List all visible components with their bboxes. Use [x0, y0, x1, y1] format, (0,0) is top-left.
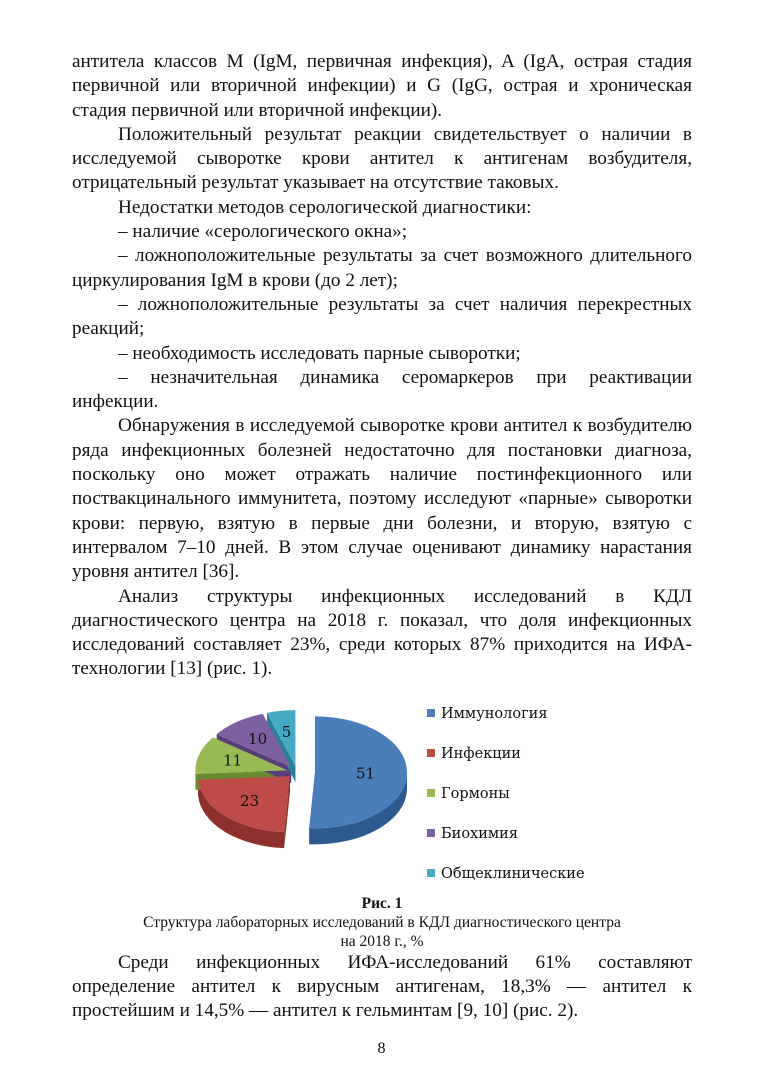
legend-swatch — [427, 829, 435, 837]
list-item: – наличие «серологического окна»; — [118, 221, 408, 243]
pie-data-label: 5 — [281, 722, 292, 741]
pie-data-label: 11 — [223, 751, 243, 770]
paragraph-drawbacks-heading: Недостатки методов серологической диагностики: — [118, 196, 532, 218]
pie-chart-figure — [72, 694, 692, 894]
paragraph-analysis: Анализ структуры инфекционных исследований в КДЛ диагностического центра на 2018 г. показал, что доля инфекционных исследований составляет 23%, среди которых 87% приходится на ИФА-технологии [13] (рис. 1). — [72, 585, 692, 680]
legend-entry: Биохимия — [441, 825, 518, 842]
list-item: – ложноположительные результаты за счет возможного длительного циркулирования IgM в крови (до 2 лет); — [72, 245, 692, 291]
pie-data-label: 23 — [240, 791, 260, 810]
legend-entry: Гормоны — [441, 785, 510, 802]
pie-chart — [72, 694, 692, 894]
document-page — [72, 50, 692, 1024]
legend-swatch — [427, 789, 435, 797]
pie-data-label: 10 — [248, 729, 268, 748]
figure-caption-line2: на 2018 г., % — [340, 932, 424, 950]
list-item: – необходимость исследовать парные сыворотки; — [118, 342, 521, 364]
legend-swatch — [427, 749, 435, 757]
legend-swatch — [427, 869, 435, 877]
paragraph-ifa-structure: Среди инфекционных ИФА-исследований 61% составляют определение антител к вирусным антигенам, 18,3% — антител к простейшим и 14,5% — антител к гельминтам [9, 10] (рис. 2). — [72, 951, 692, 1022]
figure-caption-line1: Структура лабораторных исследований в КДЛ диагностического центра — [143, 913, 621, 931]
list-item: – незначительная динамика серомаркеров при реактивации инфекции. — [72, 366, 692, 413]
legend-entry: Общеклинические — [441, 865, 585, 882]
legend-entry: Инфекции — [441, 745, 521, 762]
page-number: 8 — [377, 1040, 386, 1057]
paragraph-paired-sera: Обнаружения в исследуемой сыворотке крови антител к возбудителю ряда инфекционных болезней недостаточно для постановки диагноза, поскольку оно может отражать наличие постинфекционного или поствакцинального иммунитета, поэтому исследуют «парные» сыворотки крови: первую, взятую в первые дни болезни, и вторую, взятую с интервалом 7–10 дней. В этом случае оценивают динамику нарастания уровня антител [36]. — [72, 415, 692, 583]
paragraph-positive-result: Положительный результат реакции свидетельствует о наличии в исследуемой сыворотке крови антител к антигенам возбудителя, отрицательный результат указывает на отсутствие таковых. — [72, 123, 692, 194]
pie-data-label: 51 — [356, 764, 376, 783]
legend-swatch — [427, 709, 435, 717]
legend-entry: Иммунология — [441, 705, 548, 722]
list-item: – ложноположительные результаты за счет наличия перекрестных реакций; — [72, 293, 692, 340]
figure-title: Рис. 1 — [361, 894, 403, 912]
paragraph-antibody-classes: антитела классов M (IgM, первичная инфекция), A (IgA, острая стадия первичной или вторичной инфекции) и G (IgG, острая и хроническая стадия первичной или вторичной инфекции). — [72, 51, 692, 121]
